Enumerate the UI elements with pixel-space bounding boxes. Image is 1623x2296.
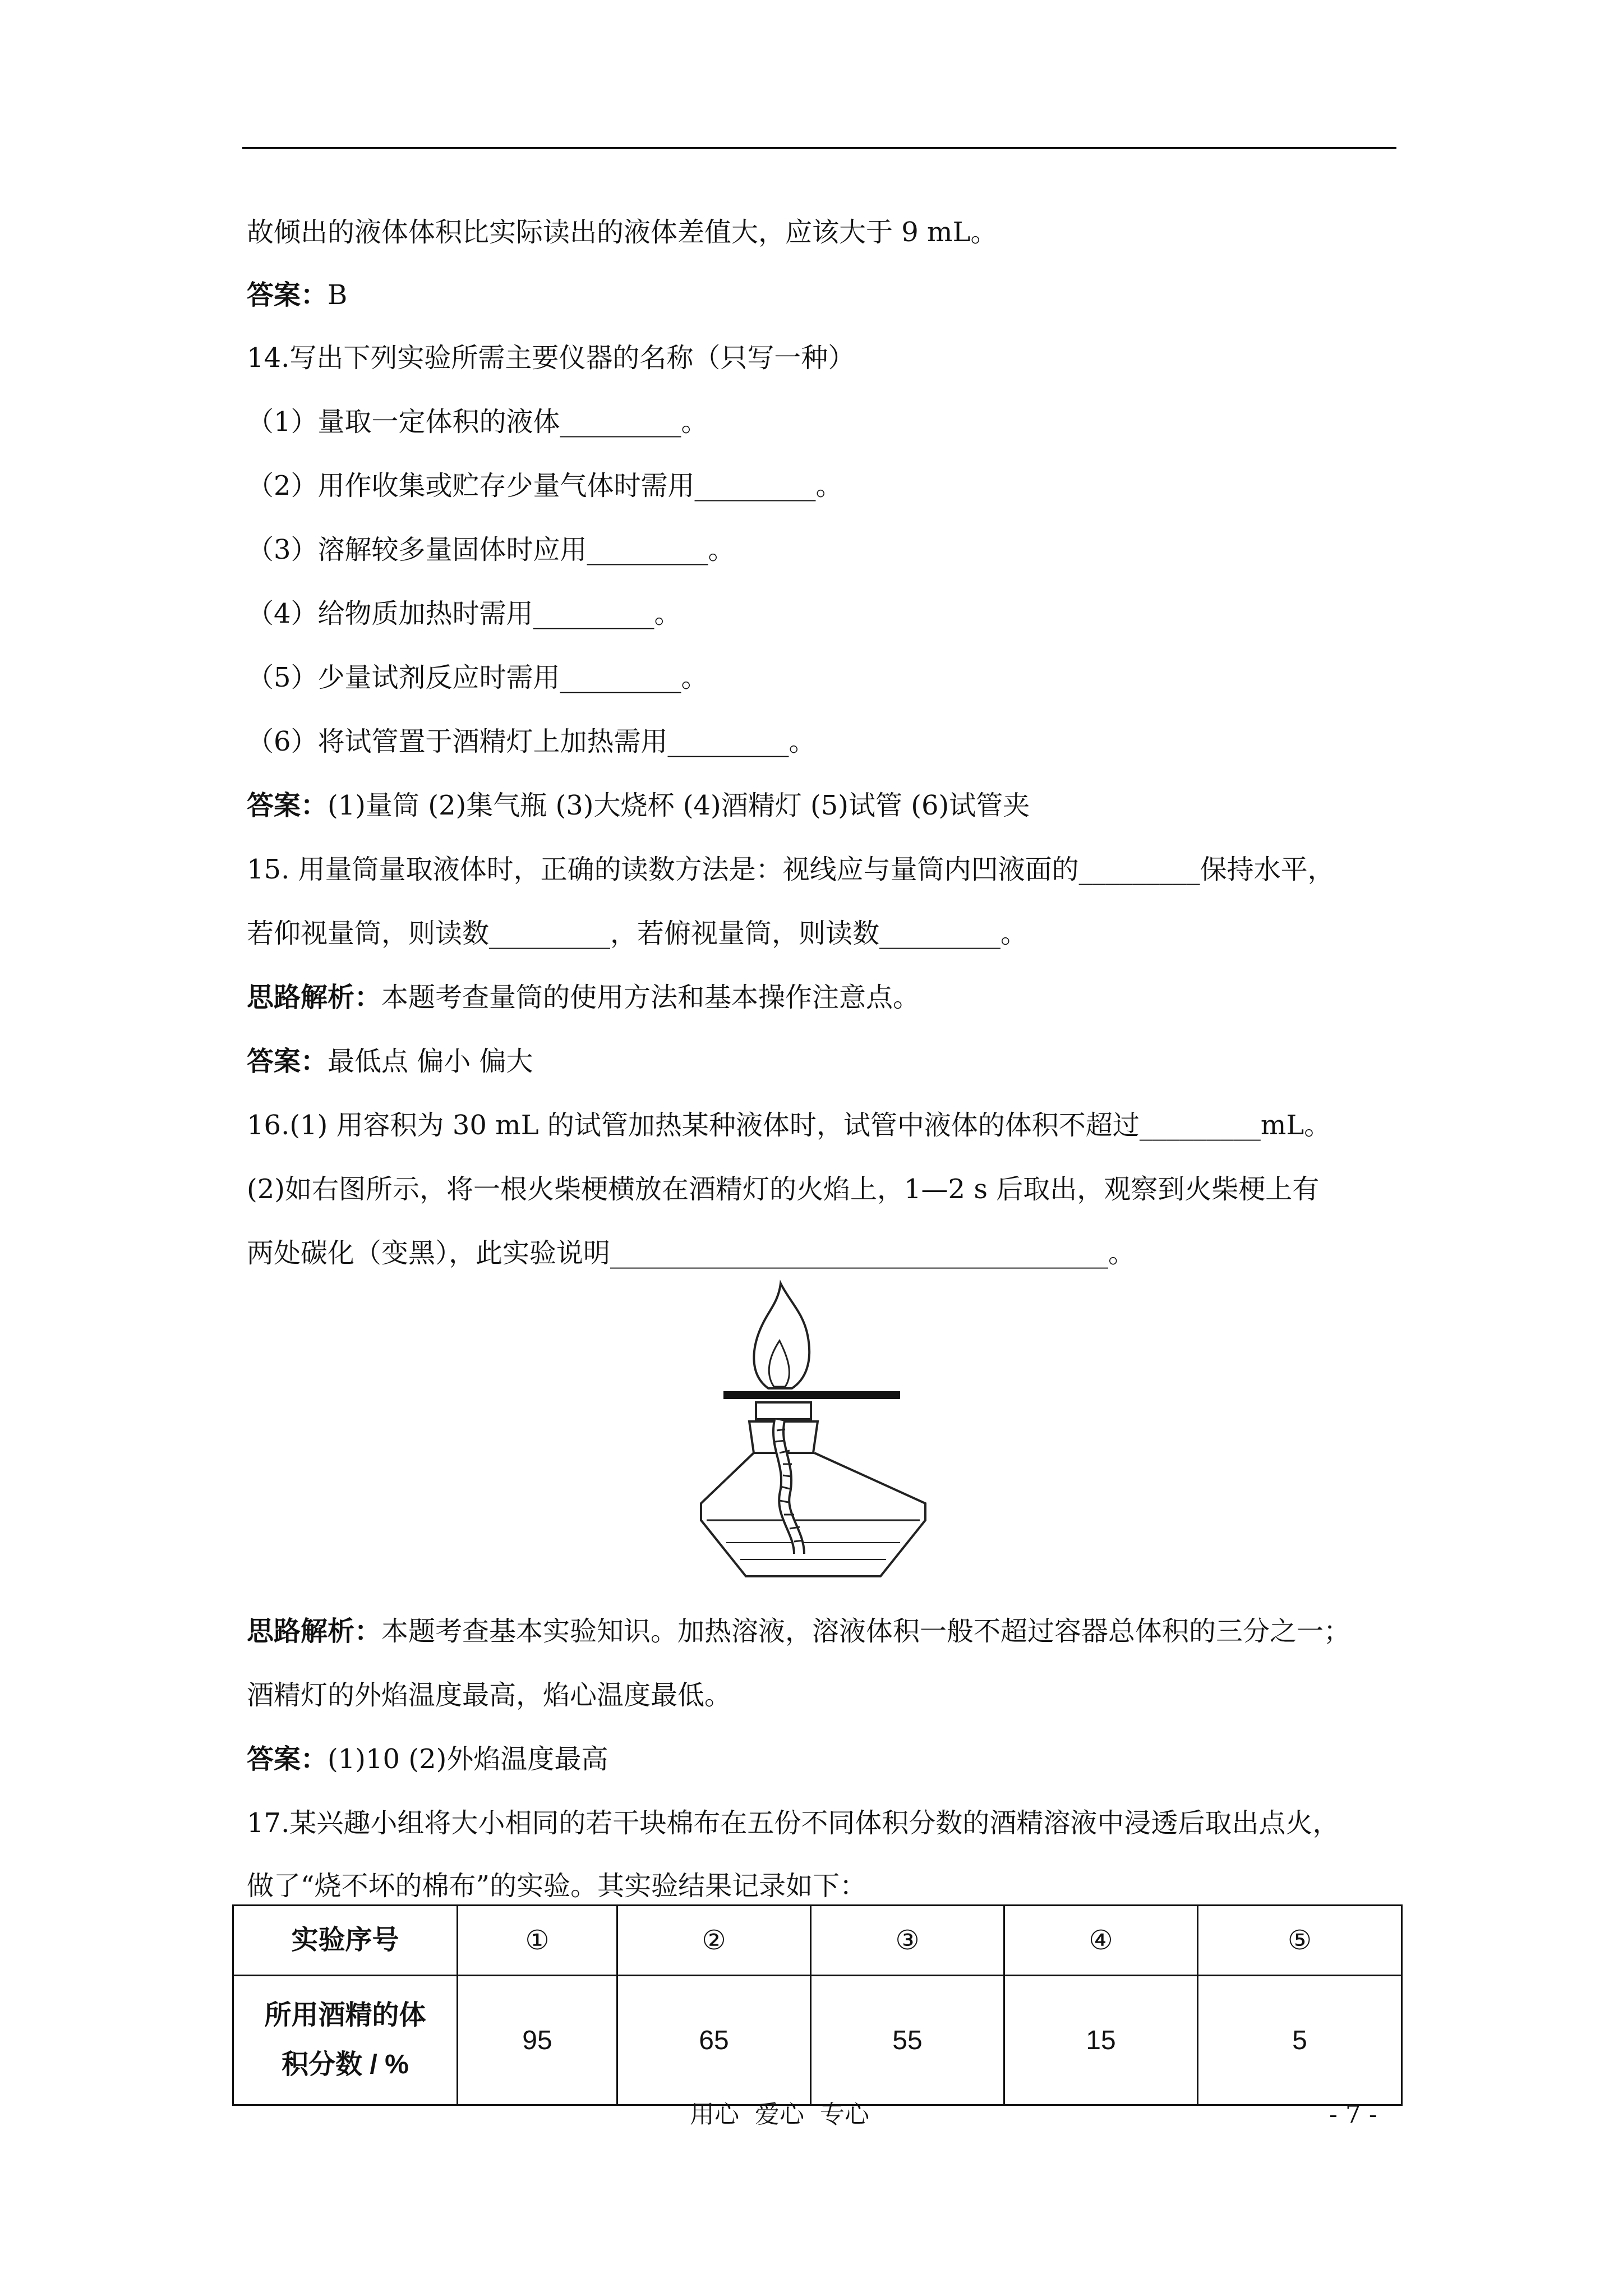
table-row (233, 1976, 1402, 2105)
results-table (232, 1904, 1403, 2106)
header-line: 所用酒精的体 (264, 2000, 426, 2030)
text-line (247, 1613, 1350, 1649)
line-text: 若仰视量筒，则读数_________，若俯视量筒，则读数_________。 (247, 918, 1028, 949)
line-text: 本题考查量筒的使用方法和基本操作注意点。 (381, 982, 920, 1013)
alcohol-lamp-figure (695, 1279, 931, 1593)
table-cell: ① (458, 1906, 617, 1976)
line-text: 两处碳化（变黑），此实验说明_____________________________________。 (247, 1237, 1136, 1269)
text-line (247, 852, 1335, 887)
line-text: (2)如右图所示，将一根火柴梗横放在酒精灯的火焰上，1—2 s 后取出，观察到火柴梗上有 (247, 1174, 1320, 1205)
flame-inner (769, 1341, 789, 1387)
text-line (247, 404, 708, 440)
line-text: （6）将试管置于酒精灯上加热需用_________。 (247, 726, 816, 757)
text-line (247, 979, 920, 1015)
table-cell: 65 (617, 1976, 811, 2105)
text-line (247, 660, 708, 696)
line-text: 15. 用量筒量取液体时，正确的读数方法是：视线应与量筒内凹液面的_________保持水平， (247, 854, 1335, 885)
table-cell: ⑤ (1198, 1906, 1402, 1976)
line-text: (1)10 (2)外焰温度最高 (328, 1743, 608, 1775)
text-line (247, 1107, 1331, 1143)
line-label: 思路解析： (247, 982, 382, 1013)
line-text: （5）少量试剂反应时需用_________。 (247, 662, 708, 693)
line-label: 答案： (247, 1046, 328, 1077)
text-line (247, 788, 1030, 823)
table-cell: ② (617, 1906, 811, 1976)
line-label: 答案： (247, 1743, 328, 1775)
line-label: 答案： (247, 279, 328, 311)
text-line (247, 1043, 533, 1079)
table-header-cell: 实验序号 (233, 1906, 458, 1976)
line-text: （3）溶解较多量固体时应用_________。 (247, 534, 735, 565)
line-text: (1)量筒 (2)集气瓶 (3)大烧杯 (4)酒精灯 (5)试管 (6)试管夹 (328, 790, 1030, 821)
footer-motto: 用心 爱心 专心 (690, 2100, 869, 2129)
header-rule (242, 147, 1396, 149)
line-text: 酒精灯的外焰温度最高，焰心温度最低。 (247, 1680, 732, 1711)
table-cell: ③ (811, 1906, 1004, 1976)
text-line (247, 1677, 731, 1713)
line-text: B (328, 279, 348, 311)
text-line (247, 340, 855, 376)
matchstick (723, 1391, 900, 1399)
text-line (247, 214, 997, 250)
table-cell: 15 (1004, 1976, 1198, 2105)
text-line (247, 724, 816, 760)
table-row (233, 1906, 1402, 1976)
line-label: 答案： (247, 790, 328, 821)
text-line (247, 1171, 1319, 1207)
line-text: 最低点 偏小 偏大 (328, 1046, 533, 1077)
wick-holder (756, 1402, 811, 1419)
text-line (247, 532, 735, 568)
line-label: 思路解析： (247, 1616, 382, 1647)
line-text: 17.某兴趣小组将大小相同的若干块棉布在五份不同体积分数的酒精溶液中浸透后取出点火， (247, 1807, 1340, 1839)
table-cell: ④ (1004, 1906, 1198, 1976)
table-cell: 5 (1198, 1976, 1402, 2105)
text-line (247, 1741, 608, 1777)
text-line (247, 468, 843, 504)
text-line (247, 277, 347, 313)
page-number: - 7 - (1329, 2100, 1377, 2129)
line-text: （4）给物质加热时需用_________。 (247, 598, 681, 629)
table-cell: 55 (811, 1976, 1004, 2105)
flame-outer (754, 1283, 809, 1388)
text-line (247, 1805, 1339, 1841)
text-line (247, 915, 1027, 951)
line-text: 16.(1) 用容积为 30 mL 的试管加热某种液体时，试管中液体的体积不超过_________mL。 (247, 1110, 1331, 1141)
line-text: 本题考查基本实验知识。加热溶液，溶液体积一般不超过容器总体积的三分之一； (381, 1616, 1351, 1647)
text-line (247, 1235, 1135, 1271)
line-text: （2）用作收集或贮存少量气体时需用_________。 (247, 470, 843, 501)
text-line (247, 596, 681, 632)
table-cell: 95 (458, 1976, 617, 2105)
line-text: （1）量取一定体积的液体_________。 (247, 406, 708, 438)
line-text: 故倾出的液体体积比实际读出的液体差值大，应该大于 9 mL。 (247, 217, 998, 248)
line-text: 14.写出下列实验所需主要仪器的名称（只写一种） (247, 342, 855, 374)
line-text: 做了“烧不坏的棉布”的实验。其实验结果记录如下： (247, 1870, 867, 1902)
text-line (247, 1868, 866, 1904)
header-line: 积分数 / % (282, 2050, 409, 2079)
lamp-body (701, 1453, 925, 1576)
table-header-cell (233, 1976, 458, 2105)
